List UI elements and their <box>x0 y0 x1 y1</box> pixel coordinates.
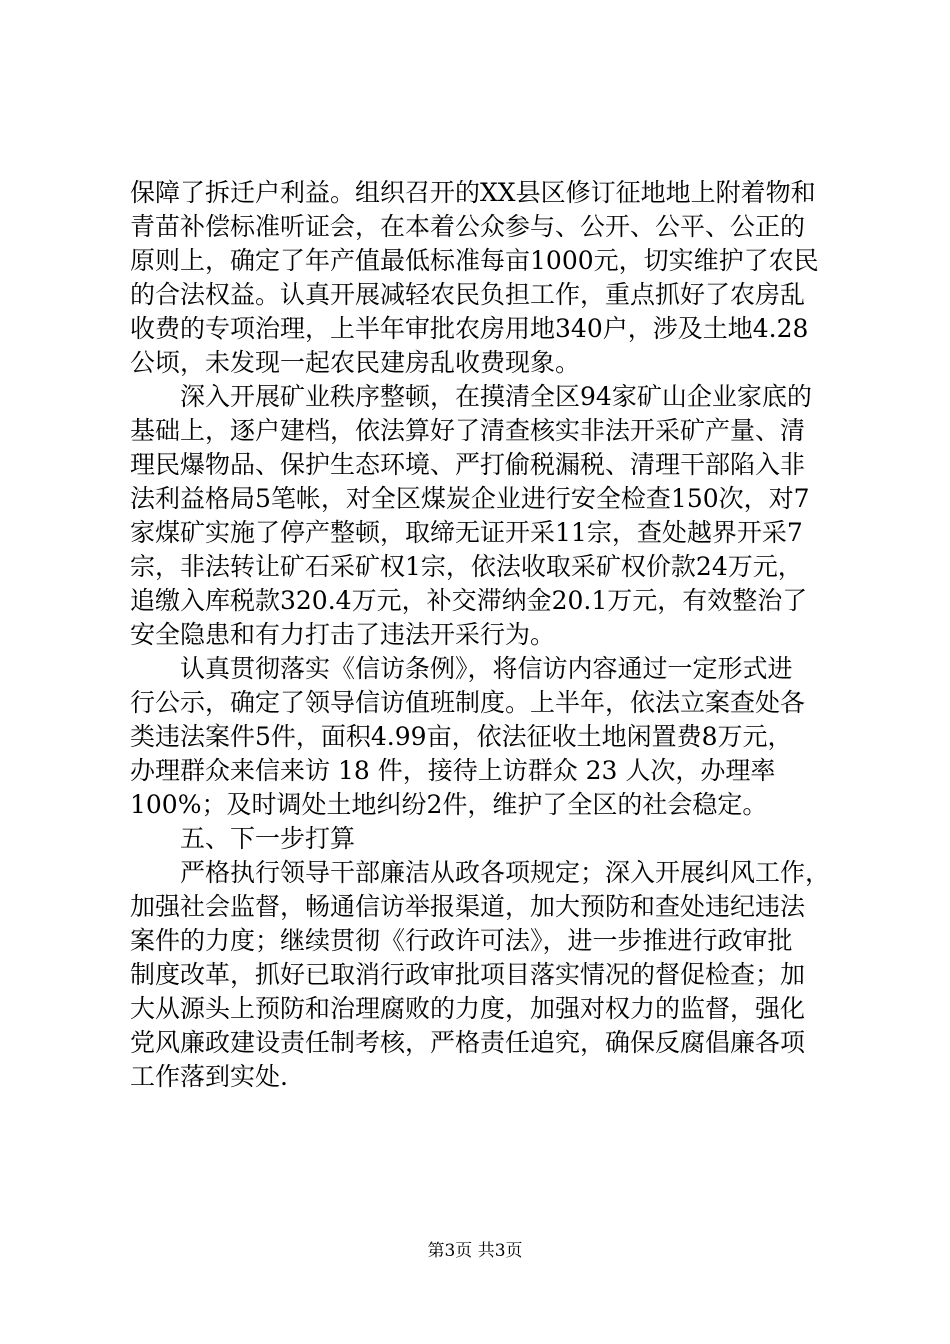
text-line: 认真贯彻落实《信访条例》，将信访内容通过一定形式进 <box>180 654 793 683</box>
text-line: 的合法权益。认真开展减轻农民负担工作，重点抓好了农房乱 <box>130 280 806 309</box>
text-line: 家煤矿实施了停产整顿，取缔无证开采11宗，查处越界开采7 <box>130 518 803 547</box>
text-line: 党风廉政建设责任制考核，严格责任追究，确保反腐倡廉各项 <box>130 1028 806 1057</box>
text-line: 追缴入库税款320.4万元，补交滞纳金20.1万元，有效整治了 <box>130 586 808 615</box>
text-line: 公顷，未发现一起农民建房乱收费现象。 <box>130 348 581 377</box>
text-line: 案件的力度；继续贯彻《行政许可法》，进一步推进行政审批 <box>130 926 793 955</box>
text-line: 青苗补偿标准听证会，在本着公众参与、公开、公平、公正的 <box>130 212 806 241</box>
text-line: 收费的专项治理，上半年审批农房用地340户，涉及土地4.28 <box>130 314 809 343</box>
text-line: 工作落到实处. <box>130 1062 288 1091</box>
text-line: 制度改革，抓好已取消行政审批项目落实情况的督促检查；加 <box>130 960 806 989</box>
text-line: 100%；及时调处土地纠纷2件，维护了全区的社会稳定。 <box>130 790 768 819</box>
text-line: 保障了拆迁户利益。组织召开的XX县区修订征地地上附着物和 <box>130 178 816 207</box>
text-line: 深入开展矿业秩序整顿，在摸清全区94家矿山企业家底的 <box>180 382 812 411</box>
text-line: 办理群众来信来访 18 件，接待上访群众 23 人次，办理率 <box>130 756 776 785</box>
text-line: 行公示，确定了领导信访值班制度。上半年，依法立案查处各 <box>130 688 806 717</box>
text-line: 基础上，逐户建档，依法算好了清查核实非法开采矿产量、清 <box>130 416 806 445</box>
text-line: 五、下一步打算 <box>180 824 356 853</box>
text-line: 大从源头上预防和治理腐败的力度，加强对权力的监督，强化 <box>130 994 806 1023</box>
text-line: 严格执行领导干部廉洁从政各项规定；深入开展纠风工作， <box>180 858 831 887</box>
text-line: 加强社会监督，畅通信访举报渠道，加大预防和查处违纪违法 <box>130 892 806 921</box>
document-body <box>130 176 830 1094</box>
text-line: 宗，非法转让矿石采矿权1宗，依法收取采矿权价款24万元， <box>130 552 803 581</box>
text-line: 安全隐患和有力打击了违法开采行为。 <box>130 620 556 649</box>
text-line: 原则上，确定了年产值最低标准每亩1000元，切实维护了农民 <box>130 246 819 275</box>
text-line: 类违法案件5件，面积4.99亩，依法征收土地闲置费8万元， <box>130 722 793 751</box>
text-line: 法利益格局5笔帐，对全区煤炭企业进行安全检查150次，对7 <box>130 484 810 513</box>
page-footer: 第3页 共3页 <box>427 1241 523 1261</box>
text-line: 理民爆物品、保护生态环境、严打偷税漏税、清理干部陷入非 <box>130 450 806 479</box>
